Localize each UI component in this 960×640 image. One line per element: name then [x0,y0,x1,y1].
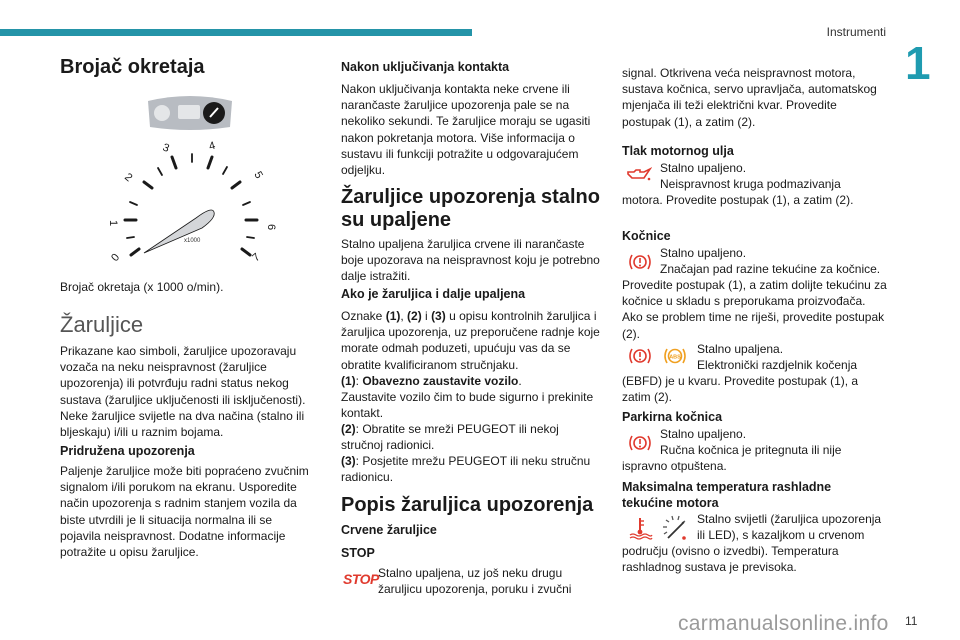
gauge-tick-label: 6 [265,224,276,231]
stop-warning-icon: STOP [343,571,379,587]
gauge-tick-label: 7 [250,251,263,265]
chapter-number: 1 [905,37,931,89]
warnings-heading: Žaruljice [60,312,144,337]
svg-text:ABS: ABS [669,354,681,361]
page-number: 11 [905,614,918,628]
brake-text: Stalno upaljeno. Značajan pad razine tekućine za kočnice. [660,246,881,277]
tachometer-gauge [106,138,276,273]
abs-icon [662,346,688,366]
brake-fault-icon [628,346,652,366]
brake-heading: Kočnice [622,229,671,243]
oil-heading: Tlak motornog ulja [622,144,734,158]
permanent-text: Stalno upaljena žaruljica crvene ili narančaste boje upozorava na neispravnost koju je potrebno dalje istražiti. [341,237,600,284]
step-2: (2): Obratite se mreži PEUGEOT ili nekoj stručnoj radionici. [341,422,559,453]
still-on-text: Oznake (1), (2) i (3) u opisu kontrolnih žaruljica i žaruljica upozorenja, uz preporučene radnje koje morate odmah poduzeti, upućuju vas da se obratite kvalificiranom stručnjaku. [341,309,600,372]
header-accent-bar [0,29,472,36]
gauge-caption: Brojač okretaja (x 1000 o/min). [60,280,224,294]
oil-text: Stalno upaljeno. Neispravnost kruga podmazivanja [660,161,841,192]
stop-heading: STOP [341,546,375,560]
red-heading: Crvene žaruljice [341,523,437,537]
coolant-heading: Maksimalna temperatura rashladne tekućine motora [622,480,832,510]
gauge-tick-label: 5 [251,169,265,181]
ebfd-continued: (EBFD) je u kvaru. Provedite postupak (1), a zatim (2). [622,374,859,405]
gauge-tick-label: 0 [109,251,123,264]
brake-icon [628,252,652,272]
stop-continued: signal. Otkrivena veća neispravnost motora, sustava kočnica, servo upravljača, automatskog mjenjača ili teži električni kvar. Provedite postupak (1), a zatim (2). [622,66,877,129]
watermark: carmanualsonline.info [678,612,889,635]
coolant-text: Stalno svijetli (žaruljica upozorenja ili LED), s kazaljkom u crvenom [697,512,882,543]
page-title: Brojač okretaja [60,56,205,78]
list-heading: Popis žaruljica upozorenja [341,494,594,516]
warnings-intro: Prikazane kao simboli, žaruljice upozoravaju vozača na neku neispravnost (žaruljice upozorenja) ili potvrđuju radni status nekog sustava (žaruljice uključenosti ili isključenosti). Neke žaruljice svijetle na dva načina (stalno ili bljeskaju) i/ili u raznim bojama. [60,344,306,440]
still-on-heading: Ako je žaruljica i dalje upaljena [341,287,526,301]
coolant-continued: području (ovisno o izvedbi). Temperatura rashladnog sustava je previsoka. [622,544,839,575]
dashboard-thumbnail [140,93,240,138]
stop-text: Stalno upaljena, uz još neku drugu žaruljicu upozorenja, poruku i zvučni [378,566,572,597]
section-title: Instrumenti [826,25,886,39]
step-1: (1): Obavezno zaustavite vozilo. Zaustavite vozilo čim to bude sigurno i prekinite kontakt. [341,374,594,421]
coolant-temperature-icon [627,516,653,540]
parking-brake-icon [628,433,652,453]
parking-brake-text: Stalno upaljeno. Ručna kočnica je pritegnuta ili nije [660,427,842,458]
parking-brake-heading: Parkirna kočnica [622,410,723,424]
coolant-gauge-icon [660,512,690,542]
permanent-heading: Žaruljice upozorenja stalno su upaljene [341,186,600,231]
associated-heading: Pridružena upozorenja [60,444,195,458]
gauge-tick-label: 1 [107,220,119,227]
oil-continued: motora. Provedite postupak (1), a zatim (2). [622,193,854,207]
gauge-tick-label: 3 [160,141,171,155]
parking-brake-continued: ispravno otpuštena. [622,459,727,473]
after-start-text: Nakon uključivanja kontakta neke crvene ili narančaste žaruljice upozorenja pale se na nekoliko sekundi. Te žaruljice moraju se ugasiti nakon pokretanja motora. Više informacija o sustavu ili funkciji potražite u odgovarajućem odjeljku. [341,82,591,178]
associated-text: Paljenje žaruljice može biti popraćeno zvučnim signalom i/ili porukom na ekranu. Usporedite način upozorenja s radnim stanjem vozila da biste utvrdili je li situacija normalna ili se pojavila neispravnost. Dodatne informacije potražite u opisu žaruljice. [60,464,309,560]
brake-continued: Provedite postupak (1), a zatim dolijte tekućinu za kočnice u skladu s preporukama proizvođača. Ako se problem time ne riješi, provedite postupak (2). [622,278,887,341]
step-3: (3): Posjetite mrežu PEUGEOT ili neku stručnu radionicu. [341,454,591,485]
after-start-heading: Nakon uključivanja kontakta [341,60,510,74]
gauge-multiplier: x1000 [184,238,201,244]
ebfd-text: Stalno upaljena. Elektronički razdjelnik kočenja [697,342,858,373]
oil-pressure-icon [626,166,652,182]
gauge-tick-label: 4 [207,139,217,153]
gauge-tick-label: 2 [122,171,135,185]
